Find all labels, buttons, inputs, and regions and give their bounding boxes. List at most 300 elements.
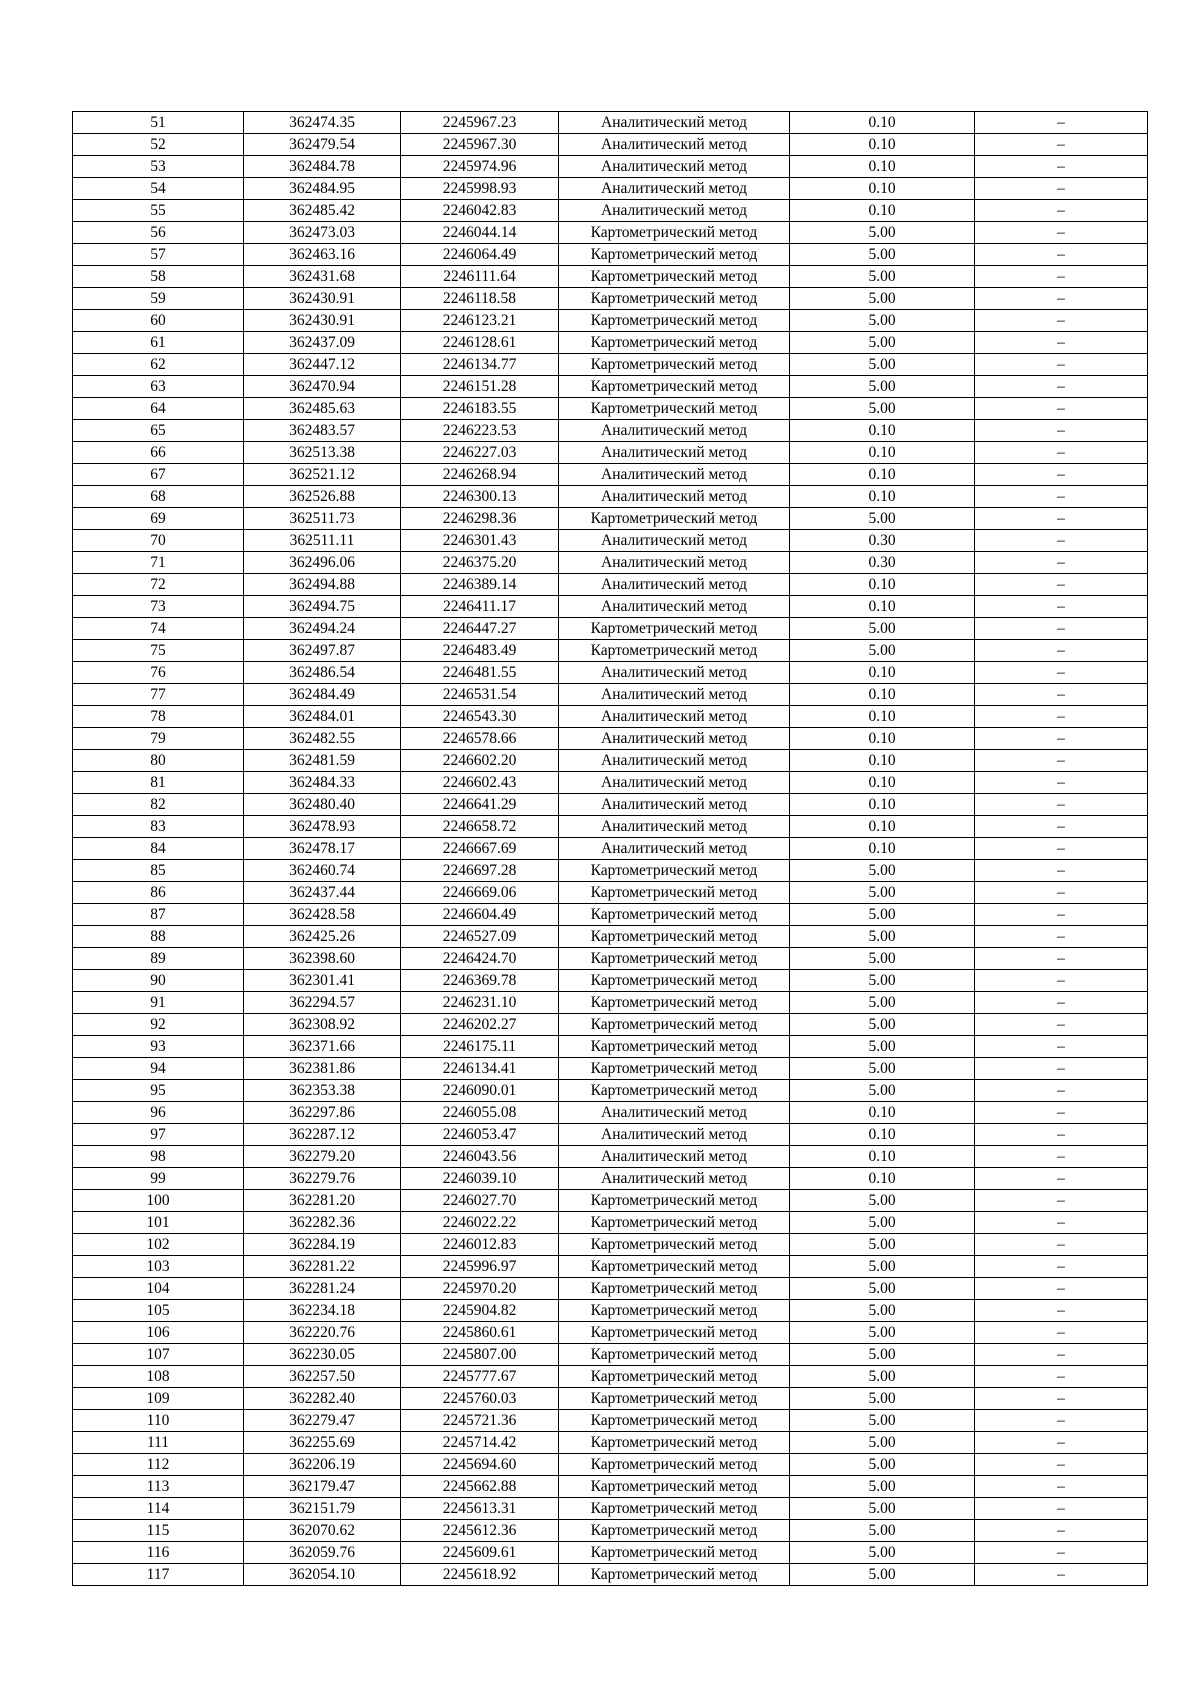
x-coordinate-cell: 362279.20: [244, 1146, 401, 1168]
x-coordinate-cell: 362179.47: [244, 1476, 401, 1498]
note-cell: –: [975, 1454, 1148, 1476]
y-coordinate-cell: 2246044.14: [401, 222, 559, 244]
method-cell: Картометрический метод: [559, 1542, 790, 1564]
x-coordinate-cell: 362470.94: [244, 376, 401, 398]
method-cell: Аналитический метод: [559, 200, 790, 222]
y-coordinate-cell: 2245904.82: [401, 1300, 559, 1322]
precision-cell: 5.00: [790, 288, 975, 310]
table-row: [73, 1124, 1148, 1146]
precision-cell: 0.10: [790, 464, 975, 486]
method-cell: Картометрический метод: [559, 1278, 790, 1300]
x-coordinate-cell: 362230.05: [244, 1344, 401, 1366]
point-number-cell: 117: [73, 1564, 244, 1586]
table-row: [73, 1388, 1148, 1410]
method-cell: Аналитический метод: [559, 794, 790, 816]
precision-cell: 5.00: [790, 1432, 975, 1454]
method-cell: Картометрический метод: [559, 1520, 790, 1542]
point-number-cell: 63: [73, 376, 244, 398]
note-cell: –: [975, 1520, 1148, 1542]
y-coordinate-cell: 2246090.01: [401, 1080, 559, 1102]
table-row: [73, 1520, 1148, 1542]
note-cell: –: [975, 1212, 1148, 1234]
precision-cell: 5.00: [790, 1234, 975, 1256]
table-row: [73, 288, 1148, 310]
point-number-cell: 86: [73, 882, 244, 904]
method-cell: Картометрический метод: [559, 1058, 790, 1080]
x-coordinate-cell: 362431.68: [244, 266, 401, 288]
y-coordinate-cell: 2245998.93: [401, 178, 559, 200]
table-row: [73, 398, 1148, 420]
x-coordinate-cell: 362255.69: [244, 1432, 401, 1454]
x-coordinate-cell: 362479.54: [244, 134, 401, 156]
x-coordinate-cell: 362484.33: [244, 772, 401, 794]
precision-cell: 5.00: [790, 618, 975, 640]
x-coordinate-cell: 362474.35: [244, 112, 401, 134]
point-number-cell: 88: [73, 926, 244, 948]
table-row: [73, 244, 1148, 266]
method-cell: Картометрический метод: [559, 1388, 790, 1410]
table-row: [73, 1190, 1148, 1212]
method-cell: Картометрический метод: [559, 948, 790, 970]
method-cell: Картометрический метод: [559, 640, 790, 662]
table-row: [73, 794, 1148, 816]
precision-cell: 5.00: [790, 1014, 975, 1036]
precision-cell: 5.00: [790, 1454, 975, 1476]
point-number-cell: 95: [73, 1080, 244, 1102]
point-number-cell: 106: [73, 1322, 244, 1344]
method-cell: Картометрический метод: [559, 1080, 790, 1102]
y-coordinate-cell: 2245996.97: [401, 1256, 559, 1278]
precision-cell: 0.10: [790, 794, 975, 816]
y-coordinate-cell: 2246012.83: [401, 1234, 559, 1256]
x-coordinate-cell: 362353.38: [244, 1080, 401, 1102]
precision-cell: 5.00: [790, 244, 975, 266]
y-coordinate-cell: 2246151.28: [401, 376, 559, 398]
point-number-cell: 90: [73, 970, 244, 992]
note-cell: –: [975, 1168, 1148, 1190]
x-coordinate-cell: 362281.22: [244, 1256, 401, 1278]
table-row: [73, 1212, 1148, 1234]
precision-cell: 5.00: [790, 1190, 975, 1212]
x-coordinate-cell: 362371.66: [244, 1036, 401, 1058]
y-coordinate-cell: 2245613.31: [401, 1498, 559, 1520]
x-coordinate-cell: 362521.12: [244, 464, 401, 486]
point-number-cell: 82: [73, 794, 244, 816]
table-row: [73, 1564, 1148, 1586]
point-number-cell: 92: [73, 1014, 244, 1036]
x-coordinate-cell: 362437.09: [244, 332, 401, 354]
x-coordinate-cell: 362297.86: [244, 1102, 401, 1124]
note-cell: –: [975, 1124, 1148, 1146]
note-cell: –: [975, 530, 1148, 552]
precision-cell: 0.10: [790, 486, 975, 508]
precision-cell: 0.10: [790, 816, 975, 838]
point-number-cell: 66: [73, 442, 244, 464]
note-cell: –: [975, 838, 1148, 860]
method-cell: Картометрический метод: [559, 1256, 790, 1278]
precision-cell: 0.10: [790, 1102, 975, 1124]
note-cell: –: [975, 1190, 1148, 1212]
precision-cell: 5.00: [790, 1036, 975, 1058]
note-cell: –: [975, 1366, 1148, 1388]
x-coordinate-cell: 362151.79: [244, 1498, 401, 1520]
table-row: [73, 1234, 1148, 1256]
x-coordinate-cell: 362220.76: [244, 1322, 401, 1344]
y-coordinate-cell: 2246578.66: [401, 728, 559, 750]
precision-cell: 5.00: [790, 332, 975, 354]
table-row: [73, 970, 1148, 992]
point-number-cell: 87: [73, 904, 244, 926]
note-cell: –: [975, 1322, 1148, 1344]
x-coordinate-cell: 362398.60: [244, 948, 401, 970]
method-cell: Аналитический метод: [559, 596, 790, 618]
x-coordinate-cell: 362257.50: [244, 1366, 401, 1388]
y-coordinate-cell: 2246183.55: [401, 398, 559, 420]
table-row: [73, 134, 1148, 156]
point-number-cell: 116: [73, 1542, 244, 1564]
table-row: [73, 376, 1148, 398]
method-cell: Аналитический метод: [559, 464, 790, 486]
precision-cell: 0.10: [790, 442, 975, 464]
note-cell: –: [975, 1344, 1148, 1366]
note-cell: –: [975, 750, 1148, 772]
y-coordinate-cell: 2246604.49: [401, 904, 559, 926]
precision-cell: 0.10: [790, 750, 975, 772]
x-coordinate-cell: 362308.92: [244, 1014, 401, 1036]
point-number-cell: 102: [73, 1234, 244, 1256]
precision-cell: 5.00: [790, 1300, 975, 1322]
method-cell: Аналитический метод: [559, 178, 790, 200]
point-number-cell: 77: [73, 684, 244, 706]
note-cell: –: [975, 552, 1148, 574]
y-coordinate-cell: 2246202.27: [401, 1014, 559, 1036]
precision-cell: 0.10: [790, 838, 975, 860]
x-coordinate-cell: 362473.03: [244, 222, 401, 244]
precision-cell: 0.10: [790, 1146, 975, 1168]
x-coordinate-cell: 362301.41: [244, 970, 401, 992]
y-coordinate-cell: 2246641.29: [401, 794, 559, 816]
y-coordinate-cell: 2246602.43: [401, 772, 559, 794]
x-coordinate-cell: 362494.88: [244, 574, 401, 596]
table-row: [73, 750, 1148, 772]
method-cell: Аналитический метод: [559, 156, 790, 178]
precision-cell: 5.00: [790, 376, 975, 398]
precision-cell: 0.10: [790, 420, 975, 442]
x-coordinate-cell: 362484.01: [244, 706, 401, 728]
method-cell: Картометрический метод: [559, 398, 790, 420]
method-cell: Картометрический метод: [559, 618, 790, 640]
table-row: [73, 1410, 1148, 1432]
y-coordinate-cell: 2246039.10: [401, 1168, 559, 1190]
x-coordinate-cell: 362478.93: [244, 816, 401, 838]
table-row: [73, 904, 1148, 926]
method-cell: Аналитический метод: [559, 750, 790, 772]
table-row: [73, 1322, 1148, 1344]
precision-cell: 5.00: [790, 992, 975, 1014]
method-cell: Аналитический метод: [559, 420, 790, 442]
precision-cell: 0.10: [790, 662, 975, 684]
note-cell: –: [975, 706, 1148, 728]
note-cell: –: [975, 574, 1148, 596]
method-cell: Аналитический метод: [559, 838, 790, 860]
y-coordinate-cell: 2245721.36: [401, 1410, 559, 1432]
y-coordinate-cell: 2245970.20: [401, 1278, 559, 1300]
table-row: [73, 156, 1148, 178]
point-number-cell: 58: [73, 266, 244, 288]
point-number-cell: 57: [73, 244, 244, 266]
x-coordinate-cell: 362497.87: [244, 640, 401, 662]
y-coordinate-cell: 2246527.09: [401, 926, 559, 948]
x-coordinate-cell: 362484.49: [244, 684, 401, 706]
note-cell: –: [975, 420, 1148, 442]
point-number-cell: 83: [73, 816, 244, 838]
table-row: [73, 222, 1148, 244]
y-coordinate-cell: 2246697.28: [401, 860, 559, 882]
note-cell: –: [975, 508, 1148, 530]
point-number-cell: 101: [73, 1212, 244, 1234]
note-cell: –: [975, 970, 1148, 992]
x-coordinate-cell: 362485.42: [244, 200, 401, 222]
y-coordinate-cell: 2246231.10: [401, 992, 559, 1014]
y-coordinate-cell: 2245974.96: [401, 156, 559, 178]
point-number-cell: 79: [73, 728, 244, 750]
table-row: [73, 838, 1148, 860]
table-row: [73, 178, 1148, 200]
precision-cell: 0.10: [790, 178, 975, 200]
y-coordinate-cell: 2246543.30: [401, 706, 559, 728]
x-coordinate-cell: 362294.57: [244, 992, 401, 1014]
precision-cell: 5.00: [790, 948, 975, 970]
x-coordinate-cell: 362480.40: [244, 794, 401, 816]
x-coordinate-cell: 362206.19: [244, 1454, 401, 1476]
precision-cell: 5.00: [790, 398, 975, 420]
method-cell: Картометрический метод: [559, 1322, 790, 1344]
point-number-cell: 72: [73, 574, 244, 596]
x-coordinate-cell: 362282.40: [244, 1388, 401, 1410]
table-row: [73, 860, 1148, 882]
x-coordinate-cell: 362511.73: [244, 508, 401, 530]
point-number-cell: 93: [73, 1036, 244, 1058]
note-cell: –: [975, 1388, 1148, 1410]
y-coordinate-cell: 2246669.06: [401, 882, 559, 904]
note-cell: –: [975, 926, 1148, 948]
table-row: [73, 1014, 1148, 1036]
precision-cell: 5.00: [790, 860, 975, 882]
y-coordinate-cell: 2246667.69: [401, 838, 559, 860]
precision-cell: 5.00: [790, 1256, 975, 1278]
y-coordinate-cell: 2246483.49: [401, 640, 559, 662]
table-row: [73, 706, 1148, 728]
note-cell: –: [975, 1278, 1148, 1300]
method-cell: Картометрический метод: [559, 376, 790, 398]
precision-cell: 5.00: [790, 354, 975, 376]
method-cell: Картометрический метод: [559, 1454, 790, 1476]
note-cell: –: [975, 244, 1148, 266]
table-row: [73, 266, 1148, 288]
precision-cell: 5.00: [790, 310, 975, 332]
table-row: [73, 1432, 1148, 1454]
y-coordinate-cell: 2246227.03: [401, 442, 559, 464]
y-coordinate-cell: 2246658.72: [401, 816, 559, 838]
x-coordinate-cell: 362425.26: [244, 926, 401, 948]
x-coordinate-cell: 362483.57: [244, 420, 401, 442]
x-coordinate-cell: 362511.11: [244, 530, 401, 552]
y-coordinate-cell: 2246300.13: [401, 486, 559, 508]
x-coordinate-cell: 362526.88: [244, 486, 401, 508]
point-number-cell: 54: [73, 178, 244, 200]
method-cell: Аналитический метод: [559, 662, 790, 684]
method-cell: Картометрический метод: [559, 926, 790, 948]
table-row: [73, 662, 1148, 684]
method-cell: Картометрический метод: [559, 1190, 790, 1212]
point-number-cell: 97: [73, 1124, 244, 1146]
point-number-cell: 61: [73, 332, 244, 354]
note-cell: –: [975, 1014, 1148, 1036]
y-coordinate-cell: 2246134.77: [401, 354, 559, 376]
precision-cell: 0.10: [790, 134, 975, 156]
method-cell: Картометрический метод: [559, 882, 790, 904]
table-row: [73, 1058, 1148, 1080]
point-number-cell: 84: [73, 838, 244, 860]
note-cell: –: [975, 442, 1148, 464]
table-row: [73, 1366, 1148, 1388]
y-coordinate-cell: 2246389.14: [401, 574, 559, 596]
note-cell: –: [975, 288, 1148, 310]
y-coordinate-cell: 2246369.78: [401, 970, 559, 992]
method-cell: Картометрический метод: [559, 1300, 790, 1322]
table-row: [73, 596, 1148, 618]
x-coordinate-cell: 362279.76: [244, 1168, 401, 1190]
x-coordinate-cell: 362287.12: [244, 1124, 401, 1146]
x-coordinate-cell: 362481.59: [244, 750, 401, 772]
y-coordinate-cell: 2245694.60: [401, 1454, 559, 1476]
method-cell: Картометрический метод: [559, 508, 790, 530]
precision-cell: 0.10: [790, 728, 975, 750]
precision-cell: 5.00: [790, 904, 975, 926]
y-coordinate-cell: 2245967.23: [401, 112, 559, 134]
method-cell: Аналитический метод: [559, 442, 790, 464]
point-number-cell: 96: [73, 1102, 244, 1124]
precision-cell: 0.10: [790, 200, 975, 222]
x-coordinate-cell: 362484.95: [244, 178, 401, 200]
method-cell: Аналитический метод: [559, 486, 790, 508]
note-cell: –: [975, 772, 1148, 794]
method-cell: Картометрический метод: [559, 1212, 790, 1234]
table-row: [73, 816, 1148, 838]
precision-cell: 0.10: [790, 574, 975, 596]
y-coordinate-cell: 2246602.20: [401, 750, 559, 772]
point-number-cell: 81: [73, 772, 244, 794]
table-row: [73, 1498, 1148, 1520]
table-row: [73, 1344, 1148, 1366]
method-cell: Картометрический метод: [559, 1344, 790, 1366]
x-coordinate-cell: 362460.74: [244, 860, 401, 882]
table-row: [73, 486, 1148, 508]
note-cell: –: [975, 1036, 1148, 1058]
x-coordinate-cell: 362281.24: [244, 1278, 401, 1300]
point-number-cell: 74: [73, 618, 244, 640]
note-cell: –: [975, 332, 1148, 354]
table-row: [73, 354, 1148, 376]
method-cell: Картометрический метод: [559, 288, 790, 310]
table-row: [73, 772, 1148, 794]
method-cell: Картометрический метод: [559, 904, 790, 926]
precision-cell: 0.10: [790, 684, 975, 706]
point-number-cell: 110: [73, 1410, 244, 1432]
note-cell: –: [975, 1102, 1148, 1124]
precision-cell: 5.00: [790, 1366, 975, 1388]
y-coordinate-cell: 2246053.47: [401, 1124, 559, 1146]
precision-cell: 0.10: [790, 772, 975, 794]
table-row: [73, 420, 1148, 442]
point-number-cell: 85: [73, 860, 244, 882]
method-cell: Аналитический метод: [559, 706, 790, 728]
method-cell: Картометрический метод: [559, 332, 790, 354]
table-row: [73, 508, 1148, 530]
note-cell: –: [975, 816, 1148, 838]
note-cell: –: [975, 1080, 1148, 1102]
point-number-cell: 113: [73, 1476, 244, 1498]
point-number-cell: 100: [73, 1190, 244, 1212]
table-row: [73, 1476, 1148, 1498]
table-row: [73, 530, 1148, 552]
y-coordinate-cell: 2246481.55: [401, 662, 559, 684]
y-coordinate-cell: 2246043.56: [401, 1146, 559, 1168]
y-coordinate-cell: 2246375.20: [401, 552, 559, 574]
precision-cell: 5.00: [790, 1278, 975, 1300]
table-row: [73, 1300, 1148, 1322]
point-number-cell: 51: [73, 112, 244, 134]
point-number-cell: 107: [73, 1344, 244, 1366]
note-cell: –: [975, 134, 1148, 156]
y-coordinate-cell: 2246268.94: [401, 464, 559, 486]
precision-cell: 0.10: [790, 112, 975, 134]
precision-cell: 5.00: [790, 882, 975, 904]
precision-cell: 0.30: [790, 552, 975, 574]
y-coordinate-cell: 2246447.27: [401, 618, 559, 640]
method-cell: Аналитический метод: [559, 112, 790, 134]
y-coordinate-cell: 2245807.00: [401, 1344, 559, 1366]
point-number-cell: 78: [73, 706, 244, 728]
table-row: [73, 1278, 1148, 1300]
table-row: [73, 442, 1148, 464]
precision-cell: 5.00: [790, 1498, 975, 1520]
method-cell: Аналитический метод: [559, 552, 790, 574]
x-coordinate-cell: 362496.06: [244, 552, 401, 574]
table-row: [73, 574, 1148, 596]
method-cell: Аналитический метод: [559, 1146, 790, 1168]
precision-cell: 5.00: [790, 1388, 975, 1410]
note-cell: –: [975, 1300, 1148, 1322]
method-cell: Картометрический метод: [559, 1014, 790, 1036]
point-number-cell: 111: [73, 1432, 244, 1454]
note-cell: –: [975, 486, 1148, 508]
point-number-cell: 55: [73, 200, 244, 222]
point-number-cell: 109: [73, 1388, 244, 1410]
precision-cell: 5.00: [790, 222, 975, 244]
note-cell: –: [975, 904, 1148, 926]
table-row: [73, 1080, 1148, 1102]
point-number-cell: 53: [73, 156, 244, 178]
note-cell: –: [975, 1432, 1148, 1454]
table-row: [73, 332, 1148, 354]
y-coordinate-cell: 2245714.42: [401, 1432, 559, 1454]
table-row: [73, 1036, 1148, 1058]
note-cell: –: [975, 398, 1148, 420]
note-cell: –: [975, 596, 1148, 618]
note-cell: –: [975, 310, 1148, 332]
y-coordinate-cell: 2245967.30: [401, 134, 559, 156]
